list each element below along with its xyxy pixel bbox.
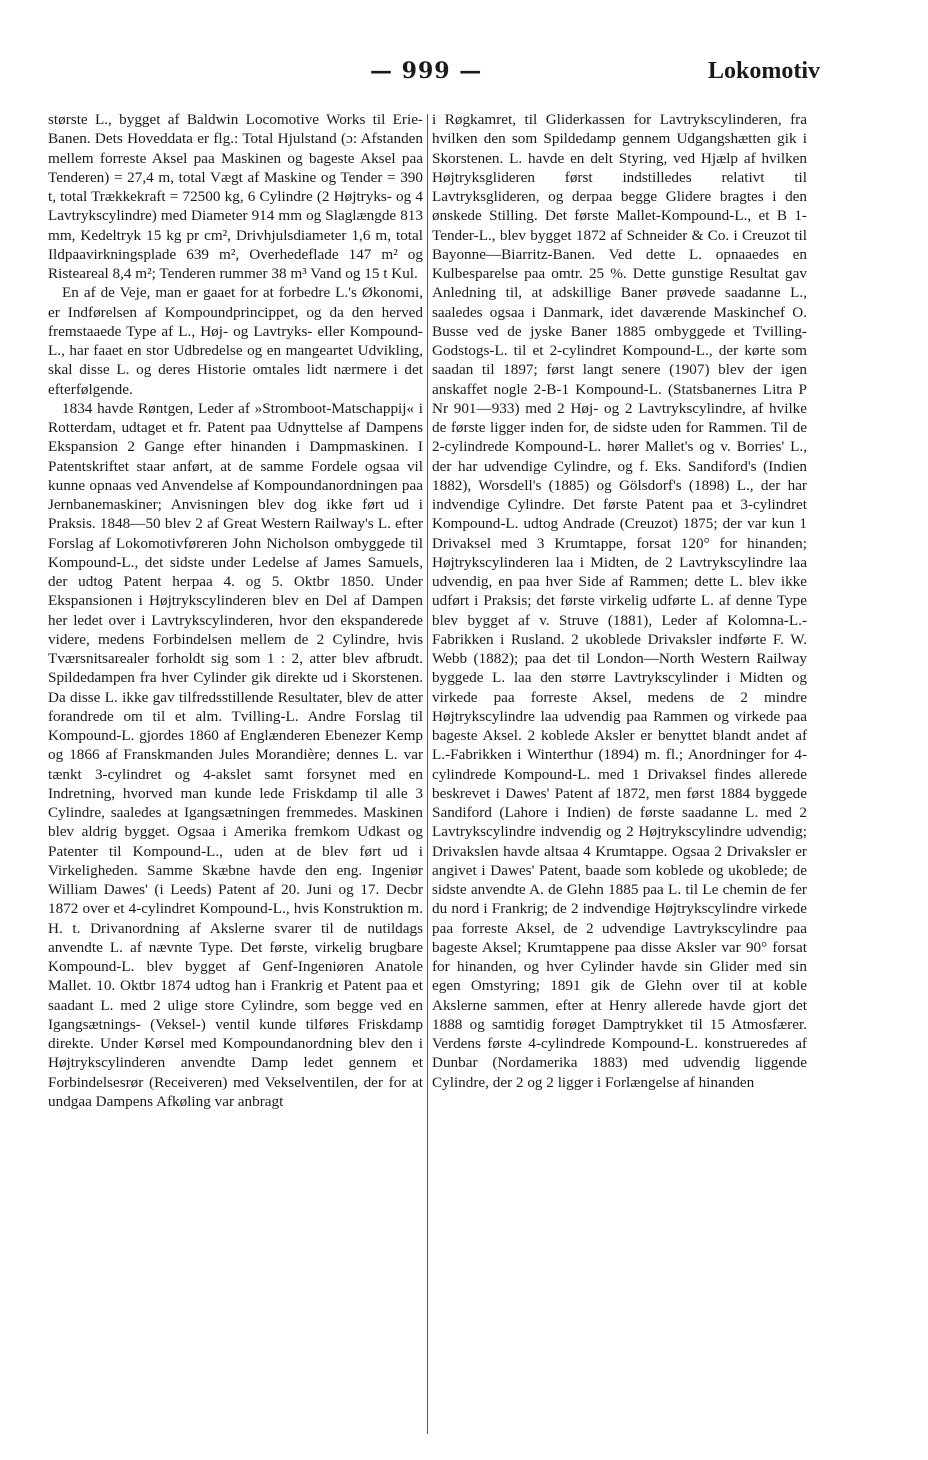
paragraph: i Røgkamret, til Gliderkassen for Lavtrykscylinderen, fra hvilken den som Spildedamp gennem Udgangshætten gik i Skorstenen. L. havde en delt Styring, ved Hjælp af hvilken Højtryksglideren først indstilledes relativt til Lavtryksglideren, og derpaa begge Glidere bragtes i den ønskede Stilling. Det første Mallet-Kompound-L., et B 1-Tender-L., blev bygget 1872 af Schneider & Co. i Creuzot til Bayonne—Biarritz-Banen. Ved dette L. opnaaedes en Kulbesparelse paa omtr. 25 %. Dette gunstige Resultat gav Anledning til, at adskillige Baner prøvede saadanne L., saaledes ogsaa i Danmark, idet daværende Maskinchef O. Busse ved de jyske Baner 1885 ombyggede et Tvilling-Godstogs-L. til et 2-cylindret Kompound-L., der kørte som saadan til 1897; først langt senere (1907) blev der igen anskaffet nogle 2-B-1 Kompound-L. (Statsbanernes Litra P Nr 901—933) med 2 Høj- og 2 Lavtrykscylindre, af hvilke de første ligger inden for, de sidste uden for Rammen. Til de 2-cylindrede Kompound-L. hører Mallet's og v. Borries' L., der har udvendige Cylindre, og f. Eks. Sandiford's (Indien 1882), Worsdell's (1885) og Gölsdorf's (1898) L., der har indvendige Cylindre. Det første Patent paa et 3-cylindret Kompound-L. udtog Andrade (Creuzot) 1875; der var kun 1 Drivaksel med 3 Krumtappe, forsat 120° for hinanden; Højtrykscylinderen laa i Midten, de 2 Lavtrykscylindre laa udvendig, en paa hver Side af Rammen; dette L. blev ikke udført i Praksis; det første virkelig udførte L. af denne Type blev bygget af v. Struve (1881), Leder af Kolomna-L.-Fabrikken i Rusland. 2 ukoblede Drivaksler indførte F. W. Webb (1882); paa det til London—North Western Railway byggede L. laa den større Lavtrykscylinder i Midten og virkede paa forreste Aksel, medens de 2 mindre Højtrykscylindre laa udvendig paa Rammen og virkede paa bageste Aksel. 2 koblede Aksler er benyttet blandt andet af L.-Fabrikken i Winterthur (1894) m. fl.; Anordninger for 4-cylindrede Kompound-L. med 1 Drivaksel findes allerede beskrevet i Dawes' Patent af 1872, men først 1884 byggede Sandiford (Lahore i Indien) de første saadanne L. med 2 Lavtrykscylindre indvendig og 2 Højtrykscylindre udvendig; Drivakslen havde altsaa 4 Krumtappe. Ogsaa 2 Drivaksler er angivet i Dawes' Patent, baade som koblede og ukoblede; de sidste anvendte A. de Glehn 1885 paa L. til Le chemin de fer du nord i Frankrig; de 2 indvendige Højtrykscylindre virkede paa forreste Aksel, de 2 udvendige Lavtrykscylindre paa bageste Aksel; Krumtappene paa disse Aksler var 90° forsat for hinanden, og hver Cylinder havde sin Glider med sin egen Omstyring; 1891 gik de Glehn over til at koble Akslerne sammen, efter at Henry allerede havde gjort det 1888 og samtidig forøget Damptrykket til 15 Atmosfærer. Verdens første 4-cylindrede Kompound-L. konstrueredes af Dunbar (Nordamerika 1883) med udvendig liggende Cylindre, der 2 og 2 ligger i Forlængelse af hinanden — [432, 111, 807, 1091]
left-column — [48, 110, 423, 1450]
paragraph: største L., bygget af Baldwin Locomotive Works til Erie-Banen. Dets Hoveddata er flg.: Total Hjulstand (ɔ: Afstanden mellem forreste Aksel paa Maskinen og bageste Aksel paa Tenderen) = 27,4 m, total Vægt af Maskine og Tender = 390 t, total Trækkekraft = 72500 kg, 6 Cylindre (2 Højtryks- og 4 Lavtrykscylindre) med Diameter 914 mm og Slaglængde 813 mm, Kedeltryk 15 kg pr cm², Drivhjulsdiameter 1,6 m, total Ildpaavirkningsplade 639 m², Overhedeflade 147 m² og Risteareal 8,4 m²; Tenderen rummer 38 m³ Vand og 15 t Kul. — [48, 111, 423, 282]
running-head: Lokomotiv — [707, 58, 820, 84]
paragraph: En af de Veje, man er gaaet for at forbedre L.'s Økonomi, er Indførelsen af Kompoundprincippet, og da den herved fremstaaede Type af L., Høj- og Lavtryks- eller Kompound-L., har faaet en stor Udbredelse og en mangeartet Udvikling, skal disse L. og deres Historie omtales lidt nærmere i det efterfølgende. — [48, 284, 423, 398]
right-column — [432, 110, 807, 1450]
paragraph: 1834 havde Røntgen, Leder af »Stromboot-Matschappij« i Rotterdam, udtaget et fr. Patent paa Udnyttelse af Dampens Ekspansion 2 Gange efter hinanden i Dampmaskinen. I Patentskriftet staar anført, at de samme Fordele ogsaa vil kunne opnaas ved Anvendelse af Kompoundanordningen paa Jernbanemaskiner; Anvisningen blev dog ikke ført ud i Praksis. 1848—50 blev 2 af Great Western Railway's L. efter Forslag af Lokomotivføreren John Nicholson ombyggede til Kompound-L., det sidste under Ledelse af James Samuels, der udtog Patent herpaa 4. og 5. Oktbr 1850. Under Ekspansionen i Højtrykscylinderen blev en Del af Dampen her ledet over i Lavtrykscylinderen, hvor den ekspanderede videre, medens Forbindelsen mellem de 2 Cylindre, hvis Tværsnitsarealer forholdt sig som 1 : 2, atter blev afbrudt. Spildedampen fra hver Cylinder gik direkte ud i Skorstenen. Da disse L. ikke gav tilfredsstillende Resultater, blev de atter forandrede om til et alm. Tvilling-L. Andre Forslag til Kompound-L. gjordes 1860 af Englænderen Ebenezer Kemp og 1866 af Franskmanden Jules Morandière; dennes L. var tænkt 3-cylindret og 4-akslet samt forsynet med en Indretning, hvorved man kunde lede Friskdamp til alle 3 Cylindre, saaledes at Igangsætningen fremmedes. Maskinen blev aldrig bygget. Ogsaa i Amerika fremkom Udkast og Patenter til Kompound-L., uden at de blev ført ud i Virkeligheden. Samme Skæbne havde den eng. Ingeniør William Dawes' (i Leeds) Patent af 20. Juni og 17. Decbr 1872 over et 4-cylindret Kompound-L., hvis Konstruktion m. H. t. Drivanordning af Akslerne svarer til de nutildags anvendte L. af nævnte Type. Det første, virkelig brugbare Kompound-L. blev bygget af Genf-Ingeniøren Anatole Mallet. 10. Oktbr 1874 udtog han i Frankrig et Patent paa et saadant L. med 2 ulige store Cylindre, som begge ved en Igangsætnings- (Veksel-) ventil kunde tilføres Friskdamp direkte. Under Kørsel med Kompoundanordning blev den i Højtrykscylinderen anvendte Damp ledet gennem et Forbindelsesrør (Receiveren) med Vekselventilen, der for at undgaa Dampens Afkøling var anbragt — [48, 399, 423, 1110]
page-number: — 999 — — [370, 58, 483, 84]
column-divider — [427, 114, 428, 1434]
page-header — [150, 58, 820, 98]
